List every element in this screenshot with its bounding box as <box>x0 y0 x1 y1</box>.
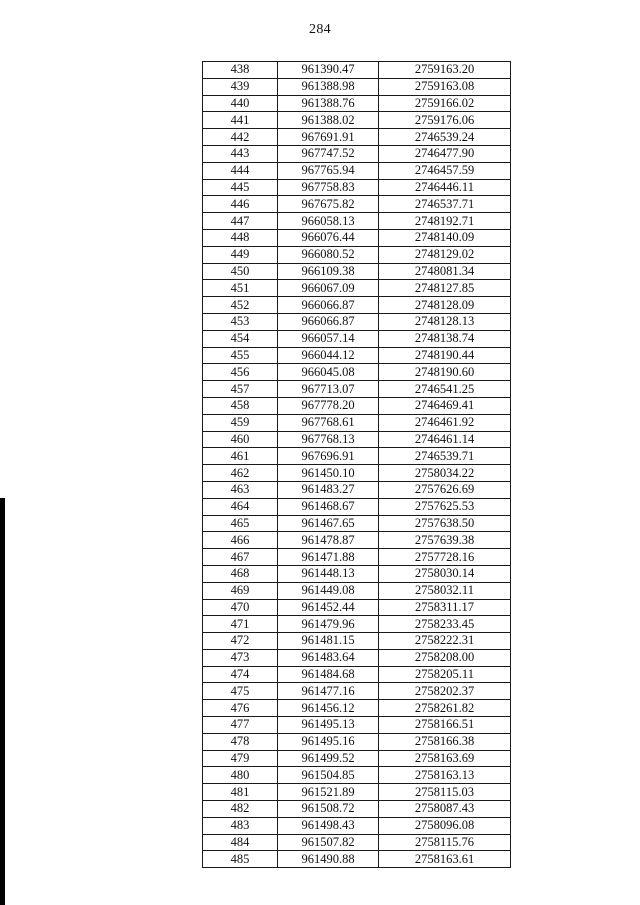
scan-edge-mark <box>0 498 5 905</box>
y-coordinate-cell: 2748190.44 <box>379 347 511 364</box>
table-row <box>203 649 511 666</box>
table-row <box>203 549 511 566</box>
x-coordinate-cell: 961495.13 <box>278 717 379 734</box>
x-coordinate-cell: 967696.91 <box>278 448 379 465</box>
y-coordinate-cell: 2746539.71 <box>379 448 511 465</box>
y-coordinate-cell: 2757728.16 <box>379 549 511 566</box>
point-number-cell: 450 <box>203 263 278 280</box>
x-coordinate-cell: 961495.16 <box>278 733 379 750</box>
point-number-cell: 471 <box>203 616 278 633</box>
y-coordinate-cell: 2748128.09 <box>379 297 511 314</box>
y-coordinate-cell: 2758166.51 <box>379 717 511 734</box>
point-number-cell: 456 <box>203 364 278 381</box>
table-row <box>203 112 511 129</box>
y-coordinate-cell: 2748190.60 <box>379 364 511 381</box>
table-row <box>203 700 511 717</box>
y-coordinate-cell: 2758222.31 <box>379 633 511 650</box>
x-coordinate-cell: 967758.83 <box>278 179 379 196</box>
x-coordinate-cell: 966044.12 <box>278 347 379 364</box>
point-number-cell: 476 <box>203 700 278 717</box>
table-row <box>203 263 511 280</box>
x-coordinate-cell: 961481.15 <box>278 633 379 650</box>
x-coordinate-cell: 961504.85 <box>278 767 379 784</box>
y-coordinate-cell: 2758311.17 <box>379 599 511 616</box>
table-row <box>203 313 511 330</box>
x-coordinate-cell: 961483.27 <box>278 481 379 498</box>
x-coordinate-cell: 966066.87 <box>278 313 379 330</box>
table-row <box>203 129 511 146</box>
x-coordinate-cell: 961498.43 <box>278 817 379 834</box>
table-row <box>203 750 511 767</box>
point-number-cell: 464 <box>203 498 278 515</box>
point-number-cell: 442 <box>203 129 278 146</box>
table-row <box>203 515 511 532</box>
x-coordinate-cell: 967691.91 <box>278 129 379 146</box>
table-row <box>203 414 511 431</box>
y-coordinate-cell: 2757638.50 <box>379 515 511 532</box>
table-row <box>203 95 511 112</box>
point-number-cell: 449 <box>203 246 278 263</box>
point-number-cell: 483 <box>203 817 278 834</box>
table-row <box>203 431 511 448</box>
y-coordinate-cell: 2758087.43 <box>379 801 511 818</box>
table-row <box>203 683 511 700</box>
y-coordinate-cell: 2758032.11 <box>379 582 511 599</box>
y-coordinate-cell: 2758205.11 <box>379 666 511 683</box>
x-coordinate-cell: 961449.08 <box>278 582 379 599</box>
y-coordinate-cell: 2757639.38 <box>379 532 511 549</box>
point-number-cell: 468 <box>203 565 278 582</box>
table-row <box>203 532 511 549</box>
y-coordinate-cell: 2758202.37 <box>379 683 511 700</box>
point-number-cell: 439 <box>203 78 278 95</box>
table-row <box>203 145 511 162</box>
table-row <box>203 162 511 179</box>
point-number-cell: 484 <box>203 834 278 851</box>
table-row <box>203 78 511 95</box>
table-row <box>203 834 511 851</box>
point-number-cell: 466 <box>203 532 278 549</box>
table-row <box>203 784 511 801</box>
x-coordinate-cell: 967765.94 <box>278 162 379 179</box>
table-row <box>203 179 511 196</box>
x-coordinate-cell: 961521.89 <box>278 784 379 801</box>
y-coordinate-cell: 2746539.24 <box>379 129 511 146</box>
table-row <box>203 347 511 364</box>
table-row <box>203 767 511 784</box>
y-coordinate-cell: 2758034.22 <box>379 465 511 482</box>
x-coordinate-cell: 966067.09 <box>278 280 379 297</box>
coordinate-table <box>202 61 511 868</box>
point-number-cell: 446 <box>203 196 278 213</box>
table-row <box>203 498 511 515</box>
y-coordinate-cell: 2758163.61 <box>379 851 511 868</box>
table-row <box>203 633 511 650</box>
x-coordinate-cell: 967675.82 <box>278 196 379 213</box>
table-row <box>203 397 511 414</box>
y-coordinate-cell: 2748138.74 <box>379 330 511 347</box>
point-number-cell: 438 <box>203 62 278 79</box>
point-number-cell: 475 <box>203 683 278 700</box>
x-coordinate-cell: 961484.68 <box>278 666 379 683</box>
point-number-cell: 477 <box>203 717 278 734</box>
point-number-cell: 459 <box>203 414 278 431</box>
table-row <box>203 364 511 381</box>
point-number-cell: 444 <box>203 162 278 179</box>
y-coordinate-cell: 2758233.45 <box>379 616 511 633</box>
x-coordinate-cell: 961467.65 <box>278 515 379 532</box>
x-coordinate-cell: 967713.07 <box>278 381 379 398</box>
x-coordinate-cell: 961490.88 <box>278 851 379 868</box>
x-coordinate-cell: 961478.87 <box>278 532 379 549</box>
point-number-cell: 452 <box>203 297 278 314</box>
table-row <box>203 246 511 263</box>
point-number-cell: 485 <box>203 851 278 868</box>
y-coordinate-cell: 2748127.85 <box>379 280 511 297</box>
point-number-cell: 440 <box>203 95 278 112</box>
y-coordinate-cell: 2759163.08 <box>379 78 511 95</box>
y-coordinate-cell: 2746461.14 <box>379 431 511 448</box>
y-coordinate-cell: 2746446.11 <box>379 179 511 196</box>
table-row <box>203 666 511 683</box>
point-number-cell: 481 <box>203 784 278 801</box>
y-coordinate-cell: 2758115.76 <box>379 834 511 851</box>
y-coordinate-cell: 2759176.06 <box>379 112 511 129</box>
x-coordinate-cell: 961450.10 <box>278 465 379 482</box>
table-row <box>203 381 511 398</box>
x-coordinate-cell: 966109.38 <box>278 263 379 280</box>
point-number-cell: 451 <box>203 280 278 297</box>
y-coordinate-cell: 2748140.09 <box>379 229 511 246</box>
table-row <box>203 717 511 734</box>
page-number: 284 <box>309 22 331 37</box>
point-number-cell: 457 <box>203 381 278 398</box>
table-row <box>203 297 511 314</box>
x-coordinate-cell: 961456.12 <box>278 700 379 717</box>
y-coordinate-cell: 2746461.92 <box>379 414 511 431</box>
x-coordinate-cell: 961388.76 <box>278 95 379 112</box>
point-number-cell: 465 <box>203 515 278 532</box>
table-row <box>203 448 511 465</box>
table-row <box>203 851 511 868</box>
point-number-cell: 474 <box>203 666 278 683</box>
point-number-cell: 462 <box>203 465 278 482</box>
y-coordinate-cell: 2746537.71 <box>379 196 511 213</box>
y-coordinate-cell: 2748192.71 <box>379 213 511 230</box>
x-coordinate-cell: 961507.82 <box>278 834 379 851</box>
y-coordinate-cell: 2746457.59 <box>379 162 511 179</box>
x-coordinate-cell: 966080.52 <box>278 246 379 263</box>
coordinate-table-body <box>203 62 511 868</box>
table-row <box>203 465 511 482</box>
x-coordinate-cell: 961388.98 <box>278 78 379 95</box>
point-number-cell: 478 <box>203 733 278 750</box>
x-coordinate-cell: 967768.61 <box>278 414 379 431</box>
x-coordinate-cell: 967768.13 <box>278 431 379 448</box>
x-coordinate-cell: 961471.88 <box>278 549 379 566</box>
y-coordinate-cell: 2758163.69 <box>379 750 511 767</box>
table-row <box>203 565 511 582</box>
y-coordinate-cell: 2759163.20 <box>379 62 511 79</box>
table-row <box>203 616 511 633</box>
table-row <box>203 330 511 347</box>
x-coordinate-cell: 967778.20 <box>278 397 379 414</box>
table-row <box>203 62 511 79</box>
point-number-cell: 479 <box>203 750 278 767</box>
point-number-cell: 455 <box>203 347 278 364</box>
table-row <box>203 229 511 246</box>
y-coordinate-cell: 2748129.02 <box>379 246 511 263</box>
point-number-cell: 443 <box>203 145 278 162</box>
point-number-cell: 473 <box>203 649 278 666</box>
x-coordinate-cell: 961479.96 <box>278 616 379 633</box>
x-coordinate-cell: 966066.87 <box>278 297 379 314</box>
y-coordinate-cell: 2758208.00 <box>379 649 511 666</box>
x-coordinate-cell: 961452.44 <box>278 599 379 616</box>
x-coordinate-cell: 961499.52 <box>278 750 379 767</box>
point-number-cell: 454 <box>203 330 278 347</box>
point-number-cell: 482 <box>203 801 278 818</box>
x-coordinate-cell: 961388.02 <box>278 112 379 129</box>
y-coordinate-cell: 2748081.34 <box>379 263 511 280</box>
x-coordinate-cell: 967747.52 <box>278 145 379 162</box>
y-coordinate-cell: 2758115.03 <box>379 784 511 801</box>
y-coordinate-cell: 2746477.90 <box>379 145 511 162</box>
x-coordinate-cell: 966076.44 <box>278 229 379 246</box>
table-row <box>203 582 511 599</box>
table-row <box>203 733 511 750</box>
y-coordinate-cell: 2758166.38 <box>379 733 511 750</box>
point-number-cell: 470 <box>203 599 278 616</box>
y-coordinate-cell: 2757626.69 <box>379 481 511 498</box>
x-coordinate-cell: 961477.16 <box>278 683 379 700</box>
y-coordinate-cell: 2758261.82 <box>379 700 511 717</box>
point-number-cell: 453 <box>203 313 278 330</box>
point-number-cell: 461 <box>203 448 278 465</box>
x-coordinate-cell: 961390.47 <box>278 62 379 79</box>
table-row <box>203 817 511 834</box>
point-number-cell: 460 <box>203 431 278 448</box>
y-coordinate-cell: 2757625.53 <box>379 498 511 515</box>
x-coordinate-cell: 966057.14 <box>278 330 379 347</box>
y-coordinate-cell: 2759166.02 <box>379 95 511 112</box>
x-coordinate-cell: 961448.13 <box>278 565 379 582</box>
table-row <box>203 213 511 230</box>
y-coordinate-cell: 2746469.41 <box>379 397 511 414</box>
table-row <box>203 599 511 616</box>
point-number-cell: 447 <box>203 213 278 230</box>
table-row <box>203 280 511 297</box>
point-number-cell: 445 <box>203 179 278 196</box>
y-coordinate-cell: 2748128.13 <box>379 313 511 330</box>
y-coordinate-cell: 2758096.08 <box>379 817 511 834</box>
x-coordinate-cell: 961483.64 <box>278 649 379 666</box>
point-number-cell: 458 <box>203 397 278 414</box>
x-coordinate-cell: 961468.67 <box>278 498 379 515</box>
point-number-cell: 480 <box>203 767 278 784</box>
y-coordinate-cell: 2758030.14 <box>379 565 511 582</box>
y-coordinate-cell: 2758163.13 <box>379 767 511 784</box>
x-coordinate-cell: 966045.08 <box>278 364 379 381</box>
x-coordinate-cell: 961508.72 <box>278 801 379 818</box>
table-row <box>203 481 511 498</box>
point-number-cell: 448 <box>203 229 278 246</box>
point-number-cell: 441 <box>203 112 278 129</box>
point-number-cell: 469 <box>203 582 278 599</box>
point-number-cell: 472 <box>203 633 278 650</box>
table-row <box>203 196 511 213</box>
point-number-cell: 467 <box>203 549 278 566</box>
y-coordinate-cell: 2746541.25 <box>379 381 511 398</box>
point-number-cell: 463 <box>203 481 278 498</box>
x-coordinate-cell: 966058.13 <box>278 213 379 230</box>
table-row <box>203 801 511 818</box>
